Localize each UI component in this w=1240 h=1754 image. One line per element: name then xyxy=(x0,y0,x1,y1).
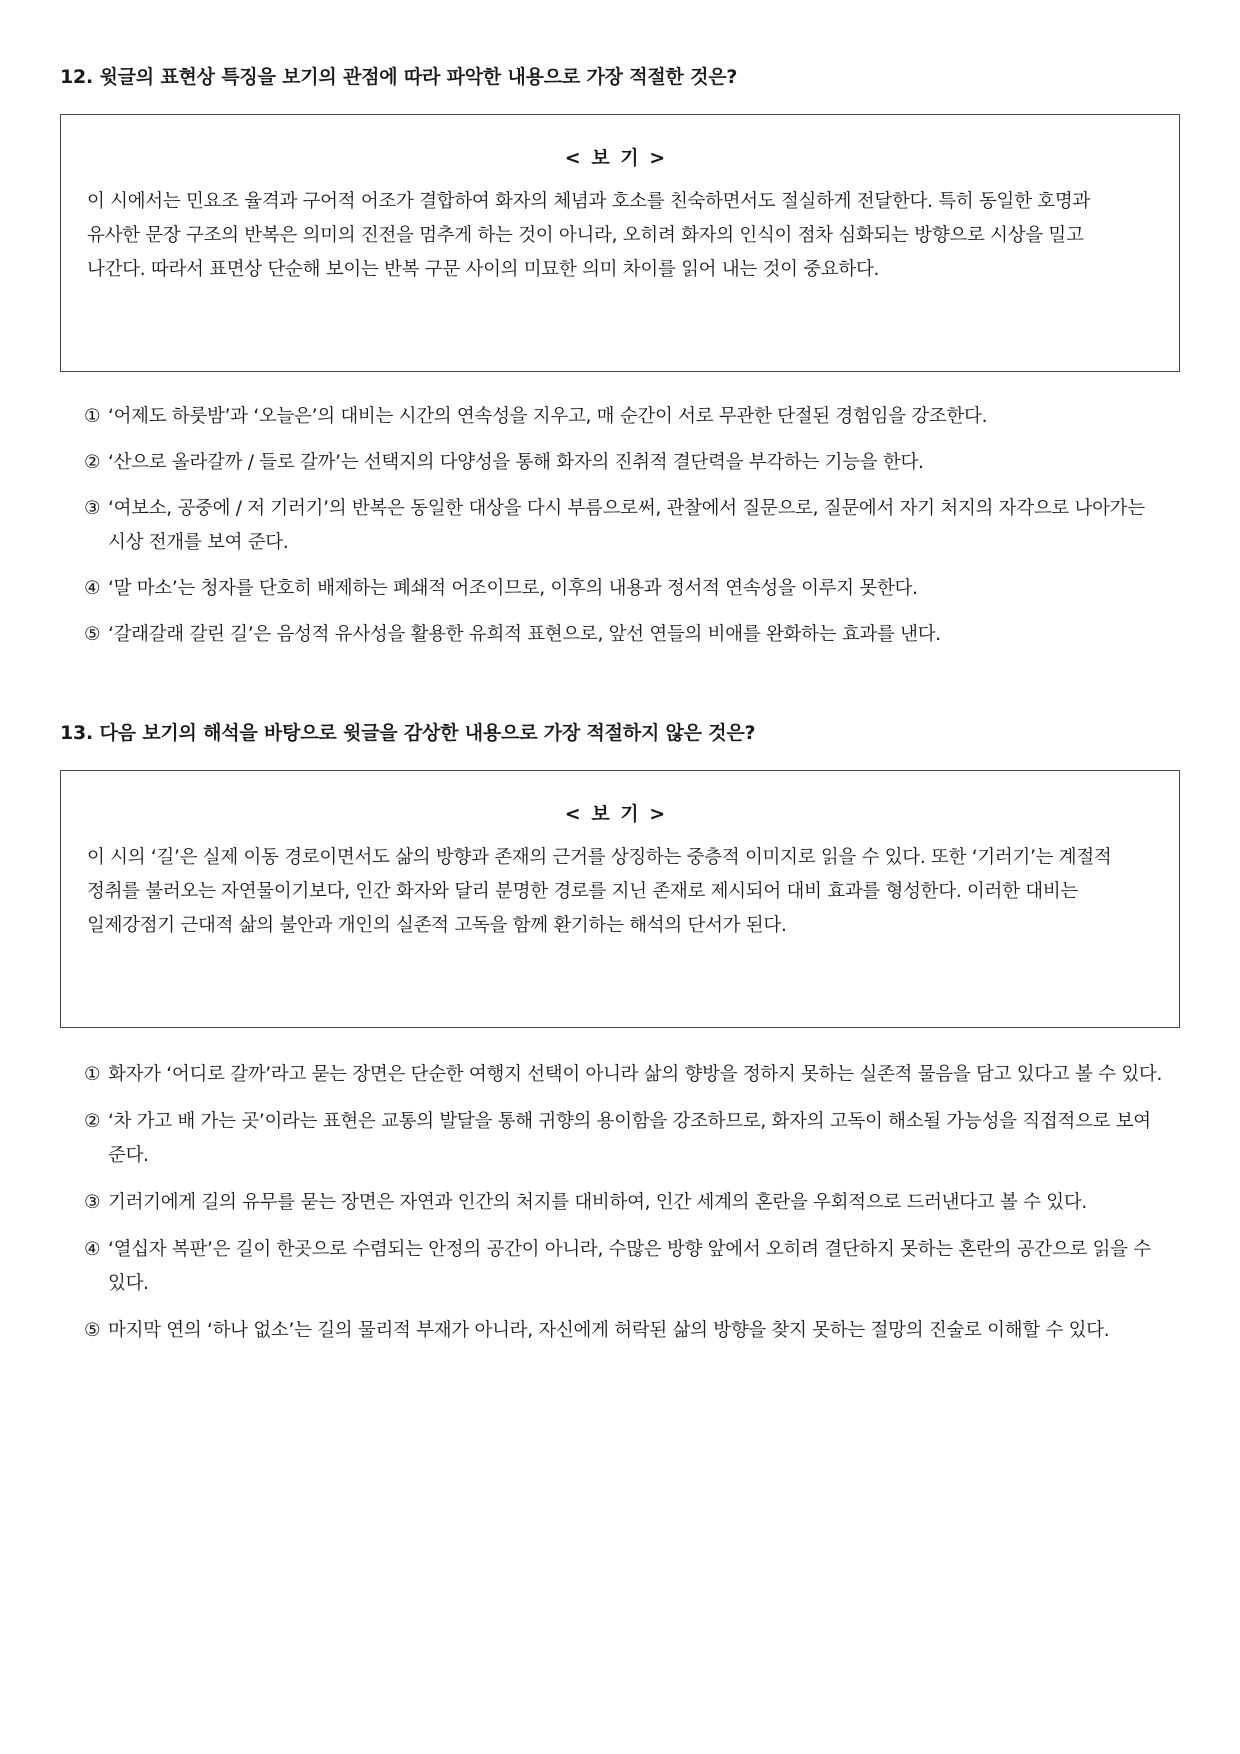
question-13-choice-5[interactable] xyxy=(84,1314,1180,1348)
question-12-choices xyxy=(60,400,1180,652)
choice-number: ① xyxy=(84,1064,101,1085)
choice-number: ② xyxy=(84,452,101,473)
question-12-choice-3[interactable] xyxy=(84,492,1180,560)
question-13-choice-4[interactable] xyxy=(84,1233,1180,1301)
question-13-bogi-title: < 보 기 > xyxy=(564,803,668,825)
question-13-bogi-text: 이 시의 ‘길’은 실제 이동 경로이면서도 삶의 방향과 존재의 근거를 상징하는 중층적 이미지로 읽을 수 있다. 또한 ‘기러기’는 계절적 정취를 불러오는 자연물이기보다, 인간 화자와 달리 분명한 경로를 지닌 존재로 제시되어 대비 효과를 형성한다. 이러한 대비는 일제강점기 근대적 삶의 불안과 개인의 실존적 고독을 함께 환기하는 해석의 단서가 된다. xyxy=(87,847,1112,936)
choice-text: 마지막 연의 ‘하나 없소’는 길의 물리적 부재가 아니라, 자신에게 허락된 삶의 방향을 찾지 못하는 절망의 진술로 이해할 수 있다. xyxy=(108,1320,1110,1341)
question-12-bogi-title: < 보 기 > xyxy=(564,147,668,169)
choice-text: ‘말 마소’는 청자를 단호히 배제하는 폐쇄적 어조이므로, 이후의 내용과 정서적 연속성을 이루지 못한다. xyxy=(108,578,918,599)
choice-text: ‘열십자 복판’은 길이 한곳으로 수렴되는 안정의 공간이 아니라, 수많은 방향 앞에서 오히려 결단하지 못하는 혼란의 공간으로 읽을 수 있다. xyxy=(108,1239,1151,1294)
question-12-choice-4[interactable] xyxy=(84,572,1180,606)
choice-number: ③ xyxy=(84,1192,101,1213)
choice-number: ② xyxy=(84,1111,101,1132)
question-13-choice-1[interactable] xyxy=(84,1058,1180,1092)
question-12-choice-2[interactable] xyxy=(84,446,1180,480)
question-12-title: 12. 윗글의 표현상 특징을 보기의 관점에 따라 파악한 내용으로 가장 적절한 것은? xyxy=(60,66,738,88)
choice-text: 기러기에게 길의 유무를 묻는 장면은 자연과 인간의 처지를 대비하여, 인간 세계의 혼란을 우회적으로 드러낸다고 볼 수 있다. xyxy=(108,1192,1088,1213)
question-12-bogi-text: 이 시에서는 민요조 율격과 구어적 어조가 결합하여 화자의 체념과 호소를 친숙하면서도 절실하게 전달한다. 특히 동일한 호명과 유사한 문장 구조의 반복은 의미의 진전을 멈추게 하는 것이 아니라, 오히려 화자의 인식이 점차 심화되는 방향으로 시상을 밀고 나간다. 따라서 표면상 단순해 보이는 반복 구문 사이의 미묘한 의미 차이를 읽어 내는 것이 중요하다. xyxy=(87,191,1090,280)
question-12 xyxy=(60,62,1180,664)
choice-number: ④ xyxy=(84,1239,101,1260)
question-13-choice-2[interactable] xyxy=(84,1105,1180,1173)
choice-text: ‘산으로 올라갈까 / 들로 갈까’는 선택지의 다양성을 통해 화자의 진취적 결단력을 부각하는 기능을 한다. xyxy=(108,452,924,473)
choice-number: ③ xyxy=(84,498,101,519)
choice-number: ⑤ xyxy=(84,1320,101,1341)
choice-text: ‘여보소, 공중에 / 저 기러기’의 반복은 동일한 대상을 다시 부름으로써, 관찰에서 질문으로, 질문에서 자기 처지의 자각으로 나아가는 시상 전개를 보여 준다. xyxy=(108,498,1145,553)
choice-text: ‘어제도 하룻밤’과 ‘오늘은’의 대비는 시간의 연속성을 지우고, 매 순간이 서로 무관한 단절된 경험임을 강조한다. xyxy=(108,406,988,427)
choice-text: 화자가 ‘어디로 갈까’라고 묻는 장면은 단순한 여행지 선택이 아니라 삶의 향방을 정하지 못하는 실존적 물음을 담고 있다고 볼 수 있다. xyxy=(108,1064,1163,1085)
choice-text: ‘차 가고 배 가는 곳’이라는 표현은 교통의 발달을 통해 귀향의 용이함을 강조하므로, 화자의 고독이 해소될 가능성을 직접적으로 보여 준다. xyxy=(108,1111,1151,1166)
question-13 xyxy=(60,718,1180,1361)
question-12-bogi-box xyxy=(60,114,1180,372)
choice-number: ⑤ xyxy=(84,624,101,645)
question-12-choice-5[interactable] xyxy=(84,618,1180,652)
choice-text: ‘갈래갈래 갈린 길’은 음성적 유사성을 활용한 유희적 표현으로, 앞선 연들의 비애를 완화하는 효과를 낸다. xyxy=(108,624,941,645)
choice-number: ① xyxy=(84,406,101,427)
question-13-title: 13. 다음 보기의 해석을 바탕으로 윗글을 감상한 내용으로 가장 적절하지 않은 것은? xyxy=(60,722,756,744)
question-12-choice-1[interactable] xyxy=(84,400,1180,434)
question-13-bogi-box xyxy=(60,770,1180,1028)
question-13-choice-3[interactable] xyxy=(84,1186,1180,1220)
question-13-choices xyxy=(60,1058,1180,1348)
choice-number: ④ xyxy=(84,578,101,599)
